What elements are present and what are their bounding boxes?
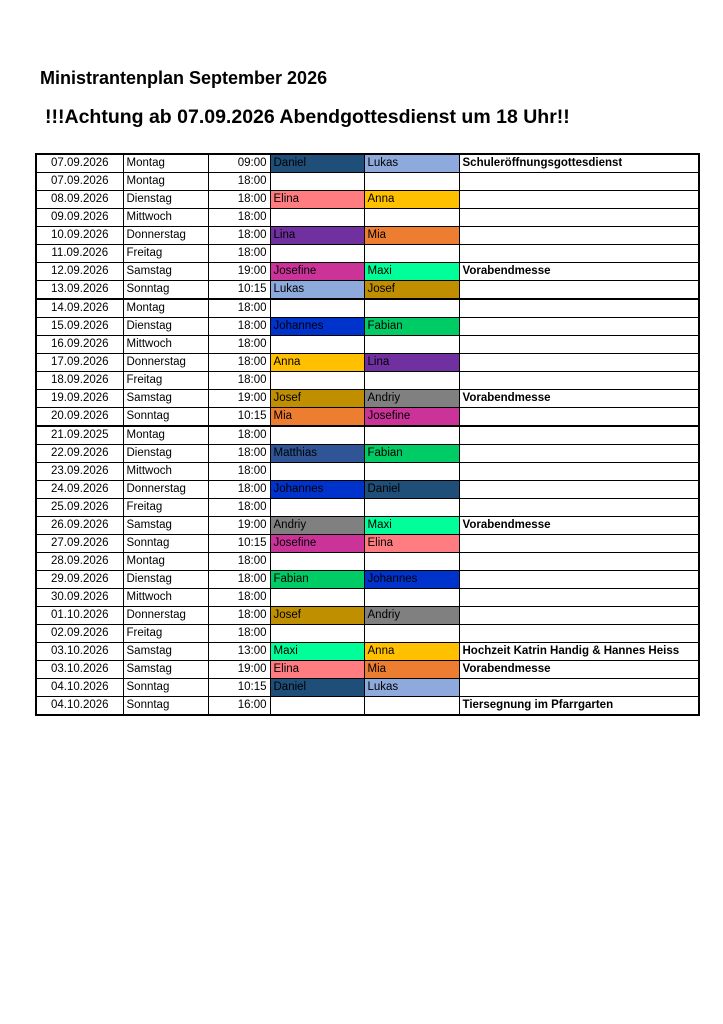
note-cell	[459, 281, 699, 300]
note-cell	[459, 227, 699, 245]
server-2-cell: Andriy	[364, 390, 459, 408]
time-cell: 18:00	[208, 445, 270, 463]
table-row	[36, 661, 699, 679]
table-row	[36, 227, 699, 245]
server-2-cell	[364, 245, 459, 263]
weekday-cell: Montag	[123, 299, 208, 318]
server-2-cell	[364, 589, 459, 607]
weekday-cell: Donnerstag	[123, 354, 208, 372]
server-2-cell	[364, 372, 459, 390]
weekday-cell: Freitag	[123, 245, 208, 263]
date-cell: 19.09.2026	[36, 390, 123, 408]
weekday-cell: Samstag	[123, 661, 208, 679]
time-cell: 18:00	[208, 209, 270, 227]
weekday-cell: Sonntag	[123, 535, 208, 553]
note-cell	[459, 209, 699, 227]
server-2-cell	[364, 209, 459, 227]
server-1-cell: Lukas	[270, 281, 364, 300]
time-cell: 18:00	[208, 227, 270, 245]
time-cell: 19:00	[208, 517, 270, 535]
date-cell: 07.09.2026	[36, 173, 123, 191]
server-1-cell: Fabian	[270, 571, 364, 589]
table-row	[36, 535, 699, 553]
server-1-cell: Johannes	[270, 318, 364, 336]
server-1-cell: Maxi	[270, 643, 364, 661]
note-cell	[459, 499, 699, 517]
table-row	[36, 607, 699, 625]
time-cell: 18:00	[208, 426, 270, 445]
date-cell: 10.09.2026	[36, 227, 123, 245]
schedule-table	[35, 153, 700, 716]
server-1-cell	[270, 426, 364, 445]
server-2-cell	[364, 173, 459, 191]
date-cell: 16.09.2026	[36, 336, 123, 354]
weekday-cell: Sonntag	[123, 697, 208, 716]
time-cell: 18:00	[208, 318, 270, 336]
server-1-cell: Mia	[270, 408, 364, 427]
date-cell: 08.09.2026	[36, 191, 123, 209]
date-cell: 13.09.2026	[36, 281, 123, 300]
time-cell: 18:00	[208, 625, 270, 643]
note-cell	[459, 625, 699, 643]
table-row	[36, 390, 699, 408]
table-row	[36, 553, 699, 571]
weekday-cell: Mittwoch	[123, 463, 208, 481]
time-cell: 18:00	[208, 245, 270, 263]
weekday-cell: Dienstag	[123, 318, 208, 336]
date-cell: 02.09.2026	[36, 625, 123, 643]
server-2-cell: Lina	[364, 354, 459, 372]
server-2-cell: Anna	[364, 191, 459, 209]
time-cell: 18:00	[208, 173, 270, 191]
server-2-cell: Fabian	[364, 445, 459, 463]
table-row	[36, 426, 699, 445]
time-cell: 19:00	[208, 263, 270, 281]
server-2-cell	[364, 336, 459, 354]
server-1-cell: Lina	[270, 227, 364, 245]
server-1-cell	[270, 209, 364, 227]
server-2-cell: Maxi	[364, 517, 459, 535]
time-cell: 18:00	[208, 499, 270, 517]
date-cell: 22.09.2026	[36, 445, 123, 463]
date-cell: 04.10.2026	[36, 697, 123, 716]
table-row	[36, 625, 699, 643]
server-1-cell: Elina	[270, 191, 364, 209]
note-cell	[459, 463, 699, 481]
server-2-cell: Elina	[364, 535, 459, 553]
server-1-cell: Matthias	[270, 445, 364, 463]
time-cell: 18:00	[208, 481, 270, 499]
weekday-cell: Dienstag	[123, 191, 208, 209]
server-2-cell: Daniel	[364, 481, 459, 499]
date-cell: 24.09.2026	[36, 481, 123, 499]
server-1-cell	[270, 553, 364, 571]
weekday-cell: Mittwoch	[123, 336, 208, 354]
weekday-cell: Freitag	[123, 372, 208, 390]
weekday-cell: Freitag	[123, 625, 208, 643]
time-cell: 18:00	[208, 607, 270, 625]
note-cell: Vorabendmesse	[459, 263, 699, 281]
weekday-cell: Mittwoch	[123, 209, 208, 227]
date-cell: 23.09.2026	[36, 463, 123, 481]
note-cell	[459, 354, 699, 372]
time-cell: 18:00	[208, 463, 270, 481]
server-1-cell: Josef	[270, 390, 364, 408]
date-cell: 20.09.2026	[36, 408, 123, 427]
note-cell	[459, 372, 699, 390]
date-cell: 25.09.2026	[36, 499, 123, 517]
weekday-cell: Dienstag	[123, 571, 208, 589]
date-cell: 21.09.2025	[36, 426, 123, 445]
server-2-cell: Josef	[364, 281, 459, 300]
server-2-cell: Anna	[364, 643, 459, 661]
server-2-cell: Lukas	[364, 154, 459, 173]
server-2-cell	[364, 299, 459, 318]
note-cell: Vorabendmesse	[459, 517, 699, 535]
server-2-cell: Maxi	[364, 263, 459, 281]
note-cell	[459, 481, 699, 499]
table-row	[36, 154, 699, 173]
table-row	[36, 643, 699, 661]
schedule-body	[36, 154, 699, 715]
table-row	[36, 463, 699, 481]
date-cell: 11.09.2026	[36, 245, 123, 263]
server-1-cell: Elina	[270, 661, 364, 679]
table-row	[36, 318, 699, 336]
weekday-cell: Sonntag	[123, 281, 208, 300]
server-1-cell: Josefine	[270, 263, 364, 281]
server-2-cell	[364, 426, 459, 445]
note-cell: Tiersegnung im Pfarrgarten	[459, 697, 699, 716]
weekday-cell: Donnerstag	[123, 227, 208, 245]
server-2-cell	[364, 553, 459, 571]
note-cell: Vorabendmesse	[459, 661, 699, 679]
table-row	[36, 354, 699, 372]
date-cell: 01.10.2026	[36, 607, 123, 625]
date-cell: 17.09.2026	[36, 354, 123, 372]
weekday-cell: Sonntag	[123, 679, 208, 697]
table-row	[36, 517, 699, 535]
weekday-cell: Samstag	[123, 390, 208, 408]
table-row	[36, 408, 699, 427]
note-cell	[459, 408, 699, 427]
server-2-cell: Johannes	[364, 571, 459, 589]
weekday-cell: Freitag	[123, 499, 208, 517]
note-cell	[459, 336, 699, 354]
note-cell	[459, 173, 699, 191]
table-row	[36, 372, 699, 390]
table-row	[36, 191, 699, 209]
server-2-cell: Mia	[364, 227, 459, 245]
note-cell	[459, 679, 699, 697]
server-1-cell	[270, 173, 364, 191]
server-1-cell: Johannes	[270, 481, 364, 499]
server-1-cell: Josef	[270, 607, 364, 625]
note-cell: Hochzeit Katrin Handig & Hannes Heiss	[459, 643, 699, 661]
note-cell	[459, 553, 699, 571]
server-1-cell	[270, 245, 364, 263]
table-row	[36, 209, 699, 227]
weekday-cell: Montag	[123, 154, 208, 173]
server-1-cell	[270, 697, 364, 716]
note-cell	[459, 607, 699, 625]
time-cell: 10:15	[208, 408, 270, 427]
weekday-cell: Mittwoch	[123, 589, 208, 607]
table-row	[36, 589, 699, 607]
table-row	[36, 571, 699, 589]
server-1-cell	[270, 336, 364, 354]
note-cell	[459, 426, 699, 445]
table-row	[36, 445, 699, 463]
time-cell: 10:15	[208, 535, 270, 553]
date-cell: 12.09.2026	[36, 263, 123, 281]
server-2-cell: Fabian	[364, 318, 459, 336]
weekday-cell: Montag	[123, 173, 208, 191]
date-cell: 04.10.2026	[36, 679, 123, 697]
weekday-cell: Samstag	[123, 643, 208, 661]
table-row	[36, 679, 699, 697]
server-1-cell: Daniel	[270, 679, 364, 697]
page-title: Ministrantenplan September 2026	[40, 68, 328, 88]
time-cell: 18:00	[208, 553, 270, 571]
weekday-cell: Sonntag	[123, 408, 208, 427]
note-cell	[459, 571, 699, 589]
time-cell: 18:00	[208, 191, 270, 209]
time-cell: 09:00	[208, 154, 270, 173]
date-cell: 18.09.2026	[36, 372, 123, 390]
table-row	[36, 245, 699, 263]
server-2-cell	[364, 697, 459, 716]
time-cell: 18:00	[208, 589, 270, 607]
weekday-cell: Montag	[123, 426, 208, 445]
date-cell: 14.09.2026	[36, 299, 123, 318]
weekday-cell: Dienstag	[123, 445, 208, 463]
date-cell: 28.09.2026	[36, 553, 123, 571]
table-row	[36, 697, 699, 716]
date-cell: 29.09.2026	[36, 571, 123, 589]
server-1-cell: Daniel	[270, 154, 364, 173]
server-1-cell	[270, 372, 364, 390]
date-cell: 26.09.2026	[36, 517, 123, 535]
time-cell: 18:00	[208, 571, 270, 589]
server-2-cell	[364, 499, 459, 517]
server-2-cell: Andriy	[364, 607, 459, 625]
note-cell	[459, 445, 699, 463]
server-1-cell	[270, 625, 364, 643]
weekday-cell: Samstag	[123, 517, 208, 535]
server-1-cell: Anna	[270, 354, 364, 372]
time-cell: 10:15	[208, 281, 270, 300]
note-cell	[459, 535, 699, 553]
server-1-cell: Josefine	[270, 535, 364, 553]
time-cell: 19:00	[208, 390, 270, 408]
time-cell: 18:00	[208, 299, 270, 318]
date-cell: 09.09.2026	[36, 209, 123, 227]
server-2-cell: Josefine	[364, 408, 459, 427]
date-cell: 03.10.2026	[36, 643, 123, 661]
date-cell: 03.10.2026	[36, 661, 123, 679]
server-1-cell: Andriy	[270, 517, 364, 535]
weekday-cell: Samstag	[123, 263, 208, 281]
time-cell: 13:00	[208, 643, 270, 661]
weekday-cell: Donnerstag	[123, 607, 208, 625]
note-cell	[459, 589, 699, 607]
weekday-cell: Montag	[123, 553, 208, 571]
date-cell: 27.09.2026	[36, 535, 123, 553]
time-cell: 18:00	[208, 336, 270, 354]
table-row	[36, 173, 699, 191]
note-cell: Vorabendmesse	[459, 390, 699, 408]
server-2-cell: Mia	[364, 661, 459, 679]
note-cell	[459, 191, 699, 209]
date-cell: 30.09.2026	[36, 589, 123, 607]
server-1-cell	[270, 499, 364, 517]
server-2-cell	[364, 625, 459, 643]
note-cell: Schuleröffnungsgottesdienst	[459, 154, 699, 173]
weekday-cell: Donnerstag	[123, 481, 208, 499]
table-row	[36, 299, 699, 318]
table-row	[36, 336, 699, 354]
note-cell	[459, 245, 699, 263]
table-row	[36, 281, 699, 300]
time-cell: 18:00	[208, 372, 270, 390]
date-cell: 15.09.2026	[36, 318, 123, 336]
time-cell: 18:00	[208, 354, 270, 372]
table-row	[36, 263, 699, 281]
notice-heading: !!!Achtung ab 07.09.2026 Abendgottesdienst um 18 Uhr!!	[45, 106, 570, 128]
server-1-cell	[270, 463, 364, 481]
table-row	[36, 481, 699, 499]
server-1-cell	[270, 299, 364, 318]
server-2-cell: Lukas	[364, 679, 459, 697]
note-cell	[459, 318, 699, 336]
time-cell: 16:00	[208, 697, 270, 716]
time-cell: 19:00	[208, 661, 270, 679]
note-cell	[459, 299, 699, 318]
date-cell: 07.09.2026	[36, 154, 123, 173]
server-1-cell	[270, 589, 364, 607]
server-2-cell	[364, 463, 459, 481]
time-cell: 10:15	[208, 679, 270, 697]
table-row	[36, 499, 699, 517]
